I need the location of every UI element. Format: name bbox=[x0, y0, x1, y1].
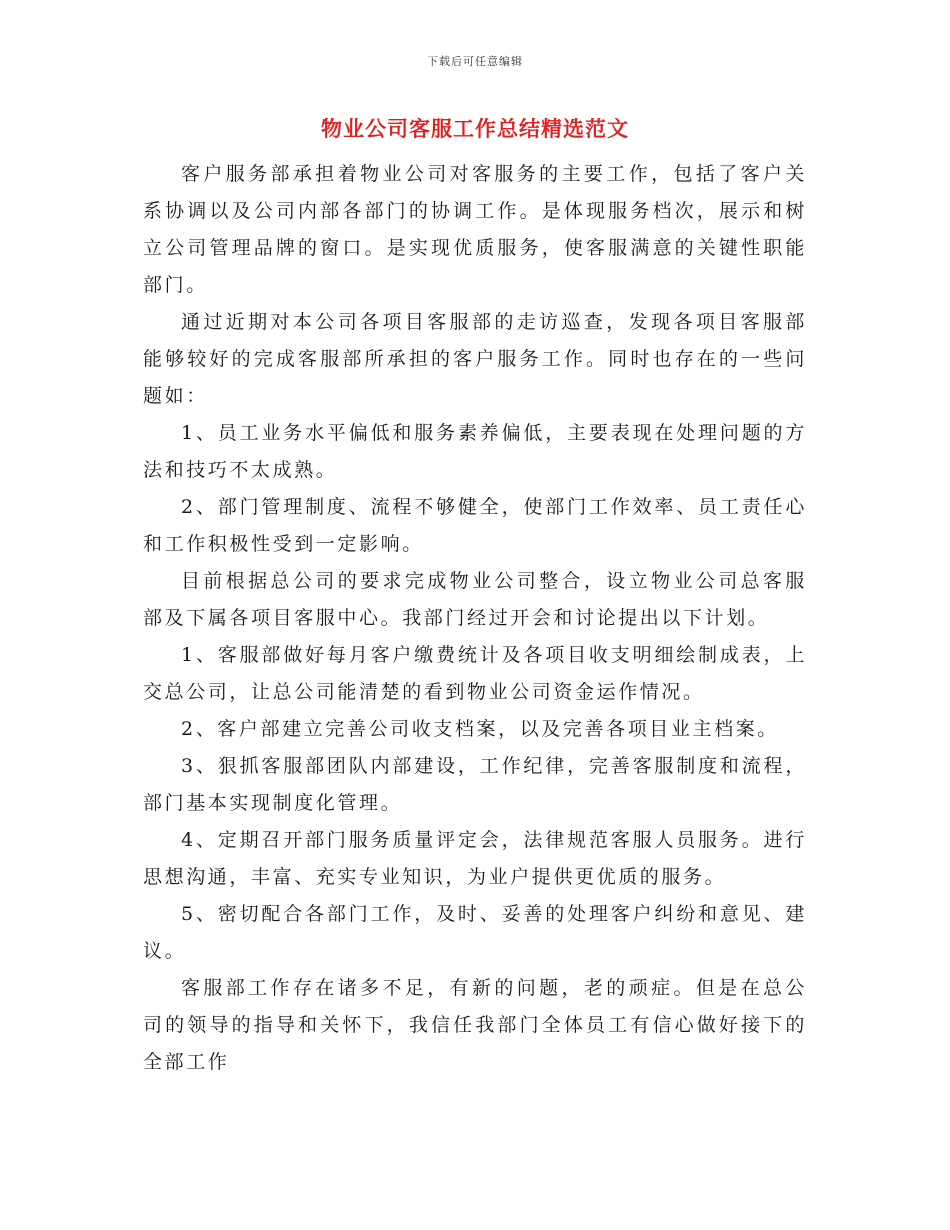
paragraph-problem-1: 1、员工业务水平偏低和服务素养偏低，主要表现在处理问题的方法和技巧不太成熟。 bbox=[143, 422, 807, 481]
paragraph-plan-1: 1、客服部做好每月客户缴费统计及各项目收支明细绘制成表，上交总公司，让总公司能清楚的看到物业公司资金运作情况。 bbox=[143, 644, 807, 703]
paragraph-plan-4: 4、定期召开部门服务质量评定会，法律规范客服人员服务。进行思想沟通，丰富、充实专业知识，为业户提供更优质的服务。 bbox=[143, 829, 807, 888]
document-body bbox=[143, 156, 807, 1081]
paragraph-plan-3: 3、狠抓客服部团队内部建设，工作纪律，完善客服制度和流程，部门基本实现制度化管理。 bbox=[143, 755, 807, 814]
paragraph-intro: 客户服务部承担着物业公司对客服务的主要工作，包括了客户关系协调以及公司内部各部门的协调工作。是体现服务档次，展示和树立公司管理品牌的窗口。是实现优质服务，使客服满意的关键性职能部门。 bbox=[143, 163, 807, 296]
paragraph-problem-2: 2、部门管理制度、流程不够健全，使部门工作效率、员工责任心和工作积极性受到一定影响。 bbox=[143, 496, 807, 555]
document-title: 物业公司客服工作总结精选范文 bbox=[321, 116, 629, 141]
page-header-note: 下载后可任意编辑 bbox=[427, 55, 523, 68]
paragraph-conclusion: 客服部工作存在诸多不足，有新的问题，老的顽症。但是在总公司的领导的指导和关怀下，我信任我部门全体员工有信心做好接下的全部工作 bbox=[143, 977, 807, 1073]
paragraph-plan-5: 5、密切配合各部门工作，及时、妥善的处理客户纠纷和意见、建议。 bbox=[143, 903, 807, 962]
paragraph-plan-2: 2、客户部建立完善公司收支档案，以及完善各项目业主档案。 bbox=[181, 718, 779, 740]
paragraph-inspection: 通过近期对本公司各项目客服部的走访巡查，发现各项目客服部能够较好的完成客服部所承担的客户服务工作。同时也存在的一些问题如： bbox=[143, 311, 807, 407]
paragraph-plan-intro: 目前根据总公司的要求完成物业公司整合，设立物业公司总客服部及下属各项目客服中心。我部门经过开会和讨论提出以下计划。 bbox=[143, 570, 807, 629]
